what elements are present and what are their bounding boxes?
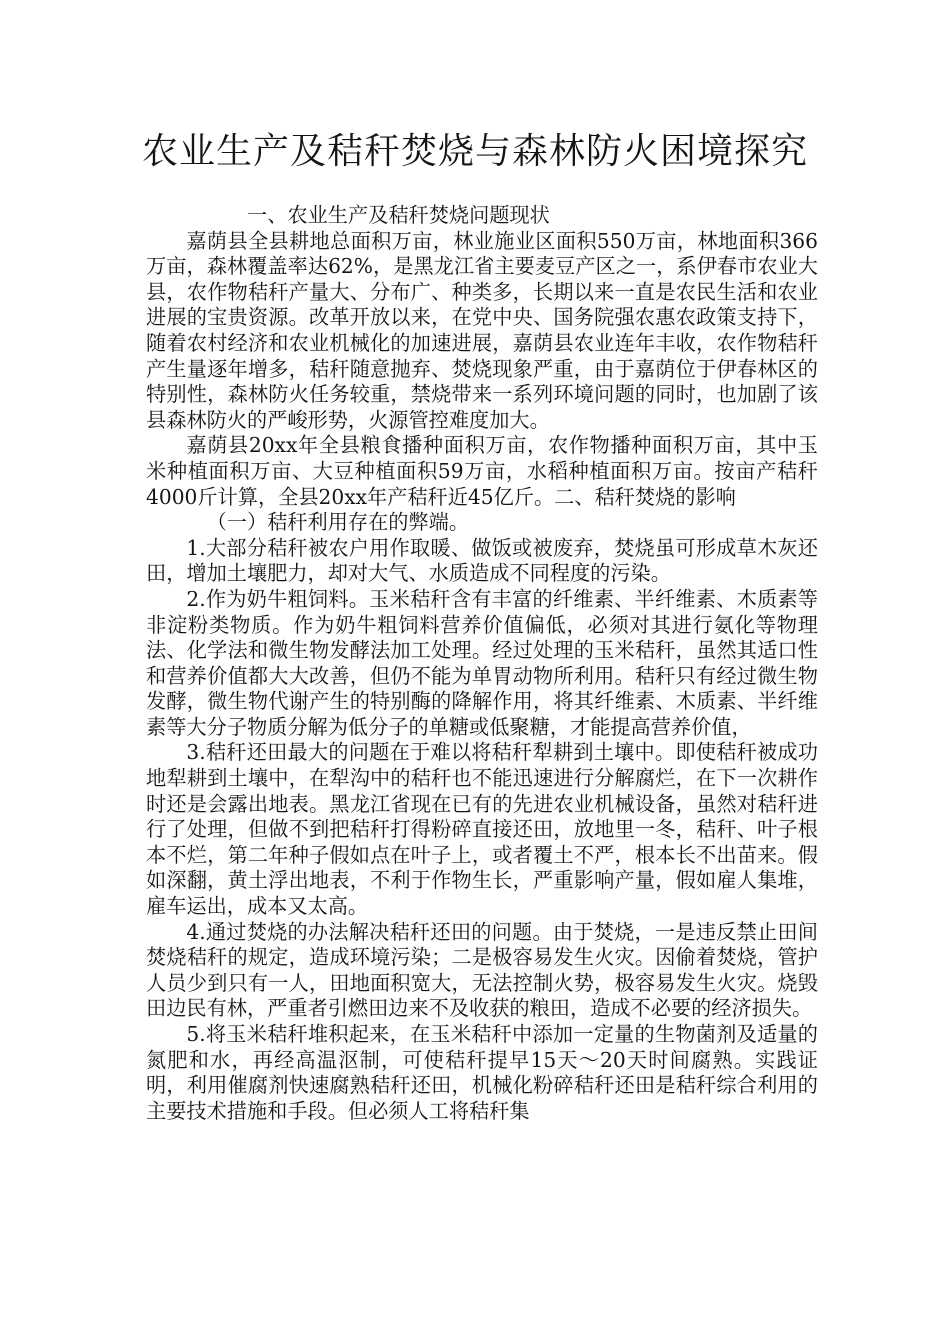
subsection-heading: （一）秸秆利用存在的弊端。 [206,510,470,535]
paragraph: 5.将玉米秸秆堆积起来，在玉米秸秆中添加一定量的生物菌剂及适量的氮肥和水，再经高温沤制，可使秸秆提早15天～20天时间腐熟。实践证明，利用催腐剂快速腐熟秸秆还田，机械化粉碎秸秆还田是秸秆综合利用的主要技术措施和手段。但必须人工将秸秆集 [146,1022,818,1123]
paragraph: 嘉荫县全县耕地总面积万亩，林业施业区面积550万亩，林地面积366万亩，森林覆盖率达62%，是黑龙江省主要麦豆产区之一，系伊春市农业大县，农作物秸秆产量大、分布广、种类多，长期以来一直是农民生活和农业进展的宝贵资源。改革开放以来，在党中央、国务院强农惠农政策支持下，随着农村经济和农业机械化的加速进展，嘉荫县农业连年丰收，农作物秸秆产生量逐年增多，秸秆随意抛弃、焚烧现象严重，由于嘉荫位于伊春林区的特别性，森林防火任务较重，禁烧带来一系列环境问题的同时，也加剧了该县森林防火的严峻形势，火源管控难度加大。 [146,228,818,432]
page-title: 农业生产及秸秆焚烧与森林防火困境探究 [141,131,808,172]
paragraph: 1.大部分秸秆被农户用作取暖、做饭或被废弃，焚烧虽可形成草木灰还田，增加土壤肥力，却对大气、水质造成不同程度的污染。 [146,535,818,586]
paragraph: 4.通过焚烧的办法解决秸秆还田的问题。由于焚烧，一是违反禁止田间焚烧秸秆的规定，造成环境污染；二是极容易发生火灾。因偷着焚烧，管护人员少到只有一人，田地面积宽大，无法控制火势，极容易发生火灾。烧毁田边民有林，严重者引燃田边来不及收获的粮田，造成不必要的经济损失。 [146,919,818,1021]
paragraph: 2.作为奶牛粗饲料。玉米秸秆含有丰富的纤维素、半纤维素、木质素等非淀粉类物质。作为奶牛粗饲料营养价值偏低，必须对其进行氨化等物理法、化学法和微生物发酵法加工处理。经过处理的玉米秸秆，虽然其适口性和营养价值都大大改善，但仍不能为单胃动物所利用。秸秆只有经过微生物发酵，微生物代谢产生的特别酶的降解作用，将其纤维素、木质素、半纤维素等大分子物质分解为低分子的单糖或低聚糖，才能提高营养价值， [146,586,818,739]
section-heading: 一、农业生产及秸秆焚烧问题现状 [247,203,550,227]
paragraph: 嘉荫县20xx年全县粮食播种面积万亩，农作物播种面积万亩，其中玉米种植面积万亩、大豆种植面积59万亩，水稻种植面积万亩。按亩产秸秆4000斤计算，全县20xx年产秸秆近45亿斤。二、秸秆焚烧的影响 [146,433,818,509]
document-body [146,203,818,1124]
paragraph: 3.秸秆还田最大的问题在于难以将秸秆犁耕到土壤中。即使秸秆被成功地犁耕到土壤中，在犁沟中的秸秆也不能迅速进行分解腐烂，在下一次耕作时还是会露出地表。黑龙江省现在已有的先进农业机械设备，虽然对秸秆进行了处理，但做不到把秸秆打得粉碎直接还田，放地里一冬，秸秆、叶子根本不烂，第二年种子假如点在叶子上，或者覆土不严，根本长不出苗来。假如深翻，黄土浮出地表，不利于作物生长，严重影响产量，假如雇人集堆，雇车运出，成本又太高。 [146,740,818,919]
